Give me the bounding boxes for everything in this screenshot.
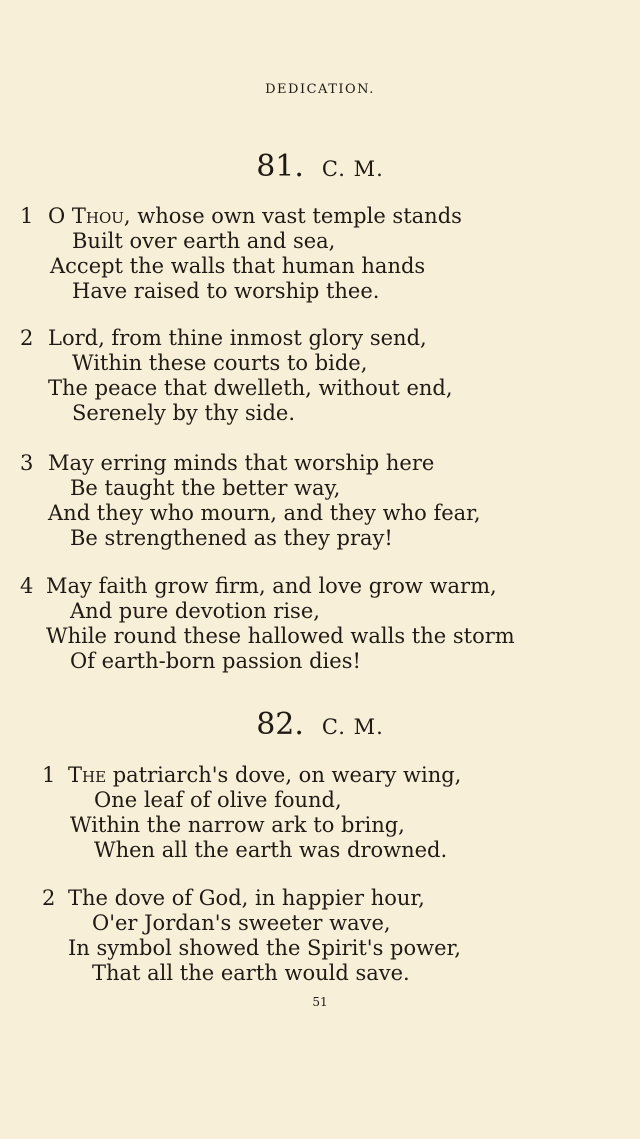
verse-line: Serenely by thy side. bbox=[72, 401, 296, 425]
verse-opening-word: O Thou, bbox=[48, 204, 131, 228]
hymn-meter: C. M. bbox=[321, 157, 384, 181]
verse-line: The peace that dwelleth, without end, bbox=[48, 376, 453, 400]
verse-opening-word: The bbox=[68, 763, 107, 787]
stanza-number: 2 bbox=[42, 886, 56, 910]
verse-line bbox=[68, 763, 461, 787]
hymn-number: 81. bbox=[256, 149, 304, 184]
verse-line: Accept the walls that human hands bbox=[50, 254, 426, 278]
verse-line: Within the narrow ark to bring, bbox=[70, 813, 405, 837]
verse-line: Of earth-born passion dies! bbox=[70, 649, 361, 673]
verse-line: That all the earth would save. bbox=[92, 961, 410, 985]
verse-line: May faith grow firm, and love grow warm, bbox=[46, 574, 497, 598]
stanza-number: 2 bbox=[20, 326, 34, 350]
verse-line-rest: patriarch's dove, on weary wing, bbox=[106, 763, 462, 787]
verse-line bbox=[48, 204, 462, 228]
verse-line: Have raised to worship thee. bbox=[72, 279, 380, 303]
page-number: 51 bbox=[312, 995, 328, 1009]
verse-line: Be taught the better way, bbox=[70, 476, 341, 500]
verse-line: When all the earth was drowned. bbox=[94, 838, 448, 862]
verse-line: O'er Jordan's sweeter wave, bbox=[92, 911, 391, 935]
verse-line: And they who mourn, and they who fear, bbox=[48, 501, 481, 525]
verse-line: In symbol showed the Spirit's power, bbox=[68, 936, 461, 960]
stanza-number: 1 bbox=[42, 763, 56, 787]
verse-line-rest: whose own vast temple stands bbox=[130, 204, 462, 228]
running-head: DEDICATION. bbox=[265, 82, 375, 97]
verse-line: Within these courts to bide, bbox=[72, 351, 368, 375]
verse-line: While round these hallowed walls the storm bbox=[46, 624, 515, 648]
hymn-heading bbox=[0, 707, 640, 742]
hymn-meter: C. M. bbox=[321, 715, 384, 739]
verse-line: One leaf of olive found, bbox=[94, 788, 342, 812]
verse-line: The dove of God, in happier hour, bbox=[68, 886, 425, 910]
verse-line: Built over earth and sea, bbox=[72, 229, 336, 253]
stanza-number: 1 bbox=[20, 204, 34, 228]
hymn-heading bbox=[0, 149, 640, 184]
stanza-number: 3 bbox=[20, 451, 34, 475]
stanza-number: 4 bbox=[20, 574, 34, 598]
verse-line: May erring minds that worship here bbox=[48, 451, 435, 475]
verse-line: And pure devotion rise, bbox=[70, 599, 320, 623]
verse-line: Lord, from thine inmost glory send, bbox=[48, 326, 427, 350]
hymn-number: 82. bbox=[256, 707, 304, 742]
verse-line: Be strengthened as they pray! bbox=[70, 526, 393, 550]
